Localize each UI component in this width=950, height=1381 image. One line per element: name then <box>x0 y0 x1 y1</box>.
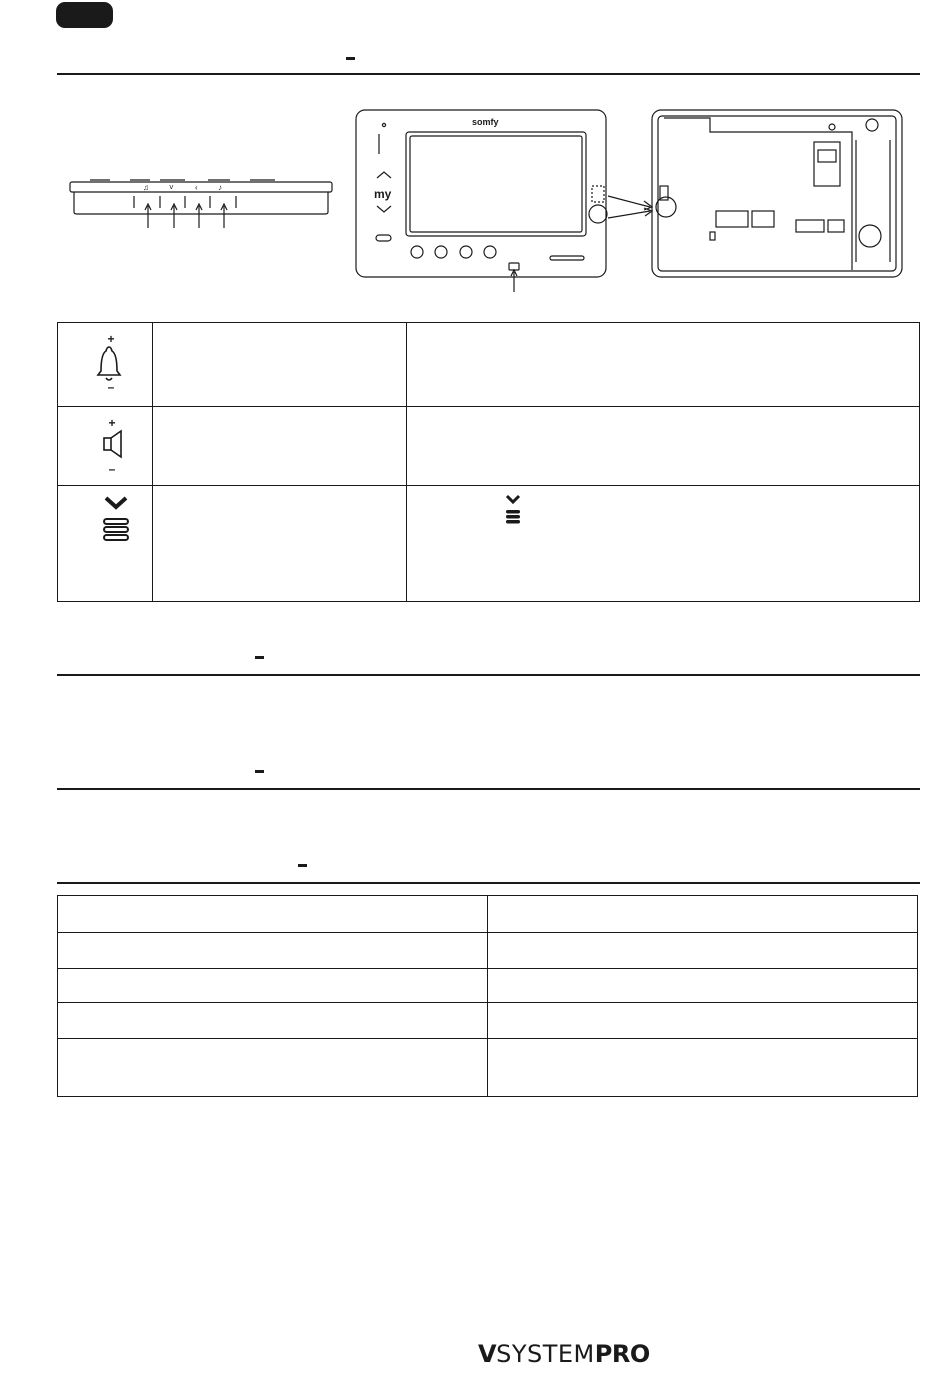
table-row <box>58 407 920 486</box>
side-arrow-2 <box>171 204 177 228</box>
svg-text:♫: ♫ <box>143 183 149 192</box>
spec-value-cell <box>488 969 918 1003</box>
spec-value-cell <box>488 1039 918 1097</box>
brand-logo <box>478 1340 650 1368</box>
feature-description-cell <box>407 323 920 407</box>
svg-text:˅: ˅ <box>169 183 174 192</box>
feature-description-cell <box>407 407 920 486</box>
inline-chevron-stack-icon <box>503 490 543 530</box>
logo-pro: PRO <box>594 1340 650 1368</box>
section-rule <box>57 674 920 676</box>
icon-cell <box>58 486 153 602</box>
svg-text:+: + <box>107 332 115 346</box>
feature-name-cell <box>153 486 407 602</box>
icon-cell <box>58 407 153 486</box>
feature-description-cell <box>407 486 920 602</box>
svg-text:–: – <box>108 462 116 476</box>
side-arrow-4 <box>221 204 227 228</box>
table-row <box>58 486 920 602</box>
heading-dash <box>346 57 355 60</box>
heading-dash <box>298 864 307 867</box>
svg-text:+: + <box>108 416 116 430</box>
spec-value-cell <box>488 1003 918 1039</box>
side-view-illustration <box>70 180 332 228</box>
side-arrow-3 <box>196 204 202 228</box>
front-view-illustration <box>356 110 607 292</box>
feature-name-cell <box>153 323 407 407</box>
table-row <box>58 1039 918 1097</box>
svg-text:‹: ‹ <box>195 183 198 192</box>
section-rule <box>57 882 920 884</box>
specifications-table <box>57 895 918 1097</box>
heading-dash <box>255 656 264 659</box>
svg-text:♪: ♪ <box>218 183 222 192</box>
table-row <box>58 933 918 969</box>
device-diagram <box>0 90 950 295</box>
section-rule <box>57 788 920 790</box>
section-rule <box>57 73 920 75</box>
section-badge <box>56 2 113 28</box>
my-button-label: my <box>374 187 392 201</box>
svg-text:–: – <box>107 380 115 394</box>
side-arrow-1 <box>145 204 151 228</box>
table-row <box>58 323 920 407</box>
speaker-icon <box>58 407 152 480</box>
table-row <box>58 969 918 1003</box>
logo-v: V <box>478 1340 497 1368</box>
spec-label-cell <box>58 1039 488 1097</box>
spec-label-cell <box>58 933 488 969</box>
features-table <box>57 322 920 602</box>
logo-system: SYSTEM <box>496 1340 595 1368</box>
connector-arrows <box>608 196 652 218</box>
feature-name-cell <box>153 407 407 486</box>
spec-label-cell <box>58 1003 488 1039</box>
spec-label-cell <box>58 896 488 933</box>
brand-logo-text: somfy <box>472 117 499 127</box>
heading-dash <box>255 770 264 773</box>
table-row <box>58 896 918 933</box>
spec-label-cell <box>58 969 488 1003</box>
icon-cell <box>58 323 153 407</box>
spec-value-cell <box>488 896 918 933</box>
table-row <box>58 1003 918 1039</box>
chevron-down-stack-icon <box>58 486 152 556</box>
bell-icon <box>58 323 152 401</box>
spec-value-cell <box>488 933 918 969</box>
back-view-illustration <box>652 110 902 277</box>
